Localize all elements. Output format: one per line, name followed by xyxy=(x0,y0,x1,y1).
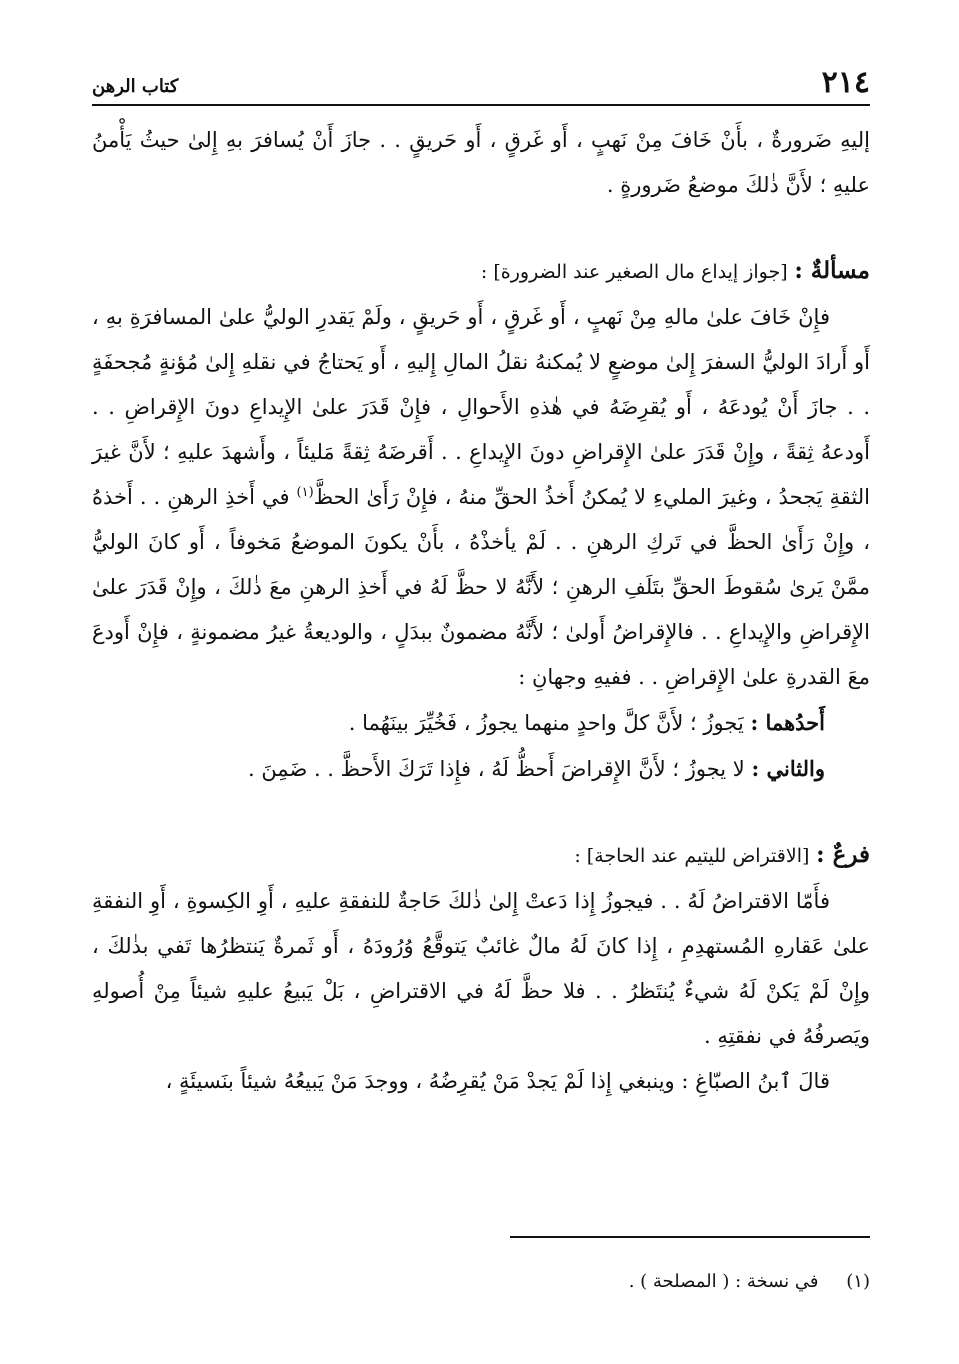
heading-text: [الاقتراض لليتيم عند الحاجة] : xyxy=(574,845,810,867)
paragraph-deposit xyxy=(92,295,870,700)
heading-term: فرعٌ : xyxy=(816,841,870,868)
opinion-second xyxy=(92,746,870,792)
opinion-first-term: أَحدُهما : xyxy=(750,710,825,735)
running-title: كتاب الرهن xyxy=(92,76,179,97)
paragraph-borrowing: فأَمّا الاقتراضُ لَهُ . . فيجوزُ إِذا دَعتْ إِلىٰ ذٰلكَ حَاجةٌ للنفقةِ عليهِ ، أَوِ الكِسوةِ ، أَوِ النفقةِ علىٰ عَقارهِ المُستهدِمِ ، إِذا كانَ لَهُ مالٌ غائبٌ يَتوقَّعُ وُرُودَهُ ، أَو ثَمرةٌ يَنتظرُها تَفي بذٰلكَ ، وإِنْ لَمْ يَكنْ لَهُ شيءٌ يُنتَظرُ . . فلا حظَّ لَهُ في الاقتراضِ ، بَلْ يَبيعُ عليهِ شيئاً مِنْ أُصولهِ ويَصرفُهُ في نفقتِهِ . xyxy=(92,889,870,1048)
opinion-first xyxy=(92,700,870,746)
page-body xyxy=(92,118,870,1104)
heading-term: مسألةٌ : xyxy=(794,257,870,284)
footnote-text: في نسخة : ( المصلحة ) . xyxy=(628,1271,819,1292)
paragraph-deposit-part2: في أَخذِ الرهنِ . . أَخذهُ ، وإِنْ رَأَىٰ الحظَّ في تَركِ الرهنِ . . لَمْ يأخذْهُ ، بأَنْ يكونَ الموضعُ مَخوفاً ، أَو كانَ الوليُّ ممَّنْ يَرىٰ سُقوطَ الحقِّ بتَلَفِ الرهنِ ؛ لأَنَّهُ لا حظَّ لَهُ في أَخذِ الرهنِ معَ ذٰلكَ ، وإِنْ قَدَرَ علىٰ الإِقراضِ والإِيداعِ . . فالإِقراضُ أَولىٰ ؛ لأَنَّهُ مضمونٌ ببدَلٍ ، والوديعةُ غيرُ مضمونةٍ ، فإِنْ أَودعَ معَ القدرةِ علىٰ الإِقراضِ . . ففيهِ وجهانِ : xyxy=(92,485,870,689)
footnote-rule xyxy=(510,1236,870,1238)
paragraph-deposit-part1: فإِنْ خَافَ علىٰ مالهِ مِنْ نَهبٍ ، أَو غَرقٍ ، أَو حَريقٍ ، ولَمْ يَقدرِ الوليُّ علىٰ المسافرَةِ بهِ ، أَو أَرادَ الوليُّ السفرَ إِلىٰ موضعٍ لا يُمكنهُ نقلُ المالِ إِليهِ ، أَو يَحتاجُ في نقلهِ إِلىٰ مُؤنةٍ مُجحفَةٍ . . جازَ أَنْ يُودعَهُ ، أَو يُقرِضَهُ في هٰذهِ الأَحوالِ ، فإِنْ قَدَرَ علىٰ الإِيداعِ دونَ الإِقراضِ . . أَودعهُ ثِقةً ، وإِنْ قَدَرَ علىٰ الإِقراضِ دونَ الإِيداعِ . . أَقرضَهُ ثِقةً مَليئاً ، وأَشهدَ عليهِ ؛ لأَنَّ غيرَ الثقةِ يَجحدُ ، وغيرَ المليءِ لا يُمكنُ أَخذُ الحقِّ منهُ ، فإِنْ رَأَىٰ الحظَّ xyxy=(92,305,870,509)
footnote xyxy=(92,1268,870,1296)
heading-text: [جواز إيداع مال الصغير عند الضرورة] : xyxy=(480,261,788,283)
footnote-number: (١) xyxy=(846,1271,870,1292)
paragraph-ibn-sabbagh: قالَ ٱبنُ الصبّاغِ : وينبغي إِذا لَمْ يَجدْ مَنْ يُقرِضُهُ ، ووجدَ مَنْ يَبيعُهُ شيئاً بنَسيئَةٍ ، xyxy=(165,1069,830,1093)
section-heading-far xyxy=(92,832,870,879)
footnote-reference: (١) xyxy=(296,485,314,500)
section-heading-masala xyxy=(92,248,870,295)
opinion-second-term: والثاني : xyxy=(751,756,825,781)
page-header xyxy=(92,66,870,98)
opinion-second-text: لا يجوزُ ؛ لأَنَّ الإِقراضَ أَحظُّ لَهُ ، فإِذا تَرَكَ الأَحظَّ . . ضَمِنَ . xyxy=(247,757,745,781)
header-rule xyxy=(92,104,870,106)
opinion-first-text: يَجوزُ ؛ لأَنَّ كلَّ واحدٍ منهما يجوزُ ، فَخُيِّرَ بينَهُما . xyxy=(348,711,744,735)
paragraph-continuation: إليهِ ضَرورةٌ ، بأَنْ خَافَ مِنْ نَهبٍ ، أَو غَرقٍ ، أَو حَريقٍ . . جازَ أَنْ يُسافرَ بهِ إِلىٰ حيثُ يَأْمنُ عليهِ ؛ لأَنَّ ذٰلكَ موضعُ ضَرورةٍ . xyxy=(92,128,870,197)
page-number: ٢١٤ xyxy=(821,65,870,100)
